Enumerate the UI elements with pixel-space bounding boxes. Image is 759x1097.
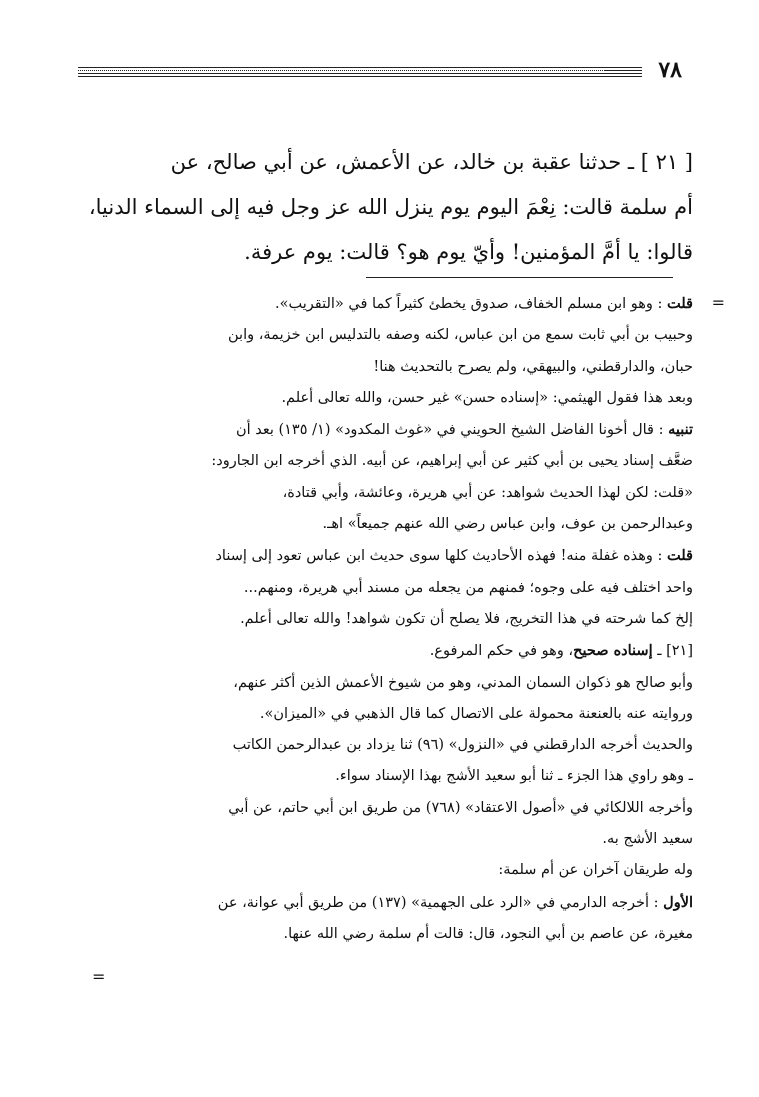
hadith-text [88, 140, 693, 275]
note-line: إلخ كما شرحته في هذا التخريج، فلا يصلح أن تكون شواهد! والله تعالى أعلم. [240, 610, 693, 627]
header-rule [78, 70, 623, 71]
note-line: ضعَّف إسناد يحيى بن أبي كثير عن أبي إبراهيم، عن أبيه. الذي أخرجه ابن الجارود: [211, 453, 693, 470]
note-line: وله طريقان آخران عن أم سلمة: [498, 862, 693, 879]
note-line: وبعد هذا فقول الهيثمي: «إسناده حسن» غير حسن، والله تعالى أعلم. [281, 389, 693, 406]
note-line: قلت : وهذه غفلة منه! فهذه الأحاديث كلها سوى حديث ابن عباس تعود إلى إسناد [215, 547, 693, 565]
footnotes [88, 288, 693, 950]
note-line: والحديث أخرجه الدارقطني في «النزول» (٩٦) ثنا يزداد بن عبدالرحمن الكاتب [232, 737, 693, 754]
page-header [78, 58, 682, 88]
note-line: ـ وهو راوي هذا الجزء ـ ثنا أبو سعيد الأشج بهذا الإسناد سواء. [335, 768, 693, 785]
note-line: «قلت: لكن لهذا الحديث شواهد: عن أبي هريرة، وعائشة، وأبي قتادة، [282, 484, 693, 501]
note-line: حبان، والدارقطني، والبيهقي، ولم يصرح بالتحديث هنا! [373, 358, 693, 375]
note-line: وأخرجه اللالكائي في «أصول الاعتقاد» (٧٦٨) من طريق ابن أبي حاتم، عن أبي [228, 799, 693, 816]
hadith-line: قالوا: يا أمَّ المؤمنين! وأيّ يوم هو؟ قالت: يوم عرفة. [244, 240, 693, 264]
note-line: وعبدالرحمن بن عوف، وابن عباس رضي الله عنهم جميعاً» اهـ. [322, 516, 693, 533]
note-line: وروايته عنه بالعنعنة محمولة على الاتصال كما قال الذهبي في «الميزان». [259, 705, 693, 722]
hadith-line: [ ٢١ ] ـ حدثنا عقبة بن خالد، عن الأعمش، عن أبي صالح، عن [170, 150, 693, 174]
note-label: إسناده صحيح [573, 642, 653, 660]
note-line: وأبو صالح هو ذكوان السمان المدني، وهو من شيوخ الأعمش الذين أكثر عنهم، [233, 674, 693, 691]
note-line: وحبيب بن أبي ثابت سمع من ابن عباس، لكنه وصفه بالتدليس ابن خزيمة، وابن [228, 327, 693, 344]
header-rule [78, 76, 623, 77]
note-label: تنبيه [668, 421, 693, 439]
continuation-marker: = [711, 293, 725, 312]
header-rule [78, 67, 623, 68]
footnote-separator [366, 277, 673, 278]
note-line: [٢١] ـ إسناده صحيح، وهو في حكم المرفوع. [429, 642, 693, 660]
note-line: الأول : أخرجه الدارمي في «الرد على الجهمية» (١٣٧) من طريق أبي عوانة، عن [217, 893, 693, 911]
hadith-number: [٢١] [666, 643, 693, 660]
page-number: ٧٨ [658, 57, 682, 83]
note-label: قلت [667, 547, 693, 565]
note-line: مغيرة، عن عاصم بن أبي النجود، قال: قالت أم سلمة رضي الله عنها. [283, 925, 693, 942]
note-line: قلت : وهو ابن مسلم الخفاف، صدوق يخطئ كثيراً كما في «التقريب». [275, 295, 693, 312]
note-line: سعيد الأشج به. [602, 831, 693, 848]
header-rule [78, 73, 623, 74]
note-label: قلت [667, 295, 693, 312]
hadith-line: أم سلمة قالت: نِعْمَ اليوم يوم ينزل الله عز وجل فيه إلى السماء الدنيا، [88, 195, 693, 219]
note-label: الأول [663, 893, 693, 911]
continuation-marker: = [92, 967, 106, 986]
note-line: واحد اختلف فيه على وجوه؛ فمنهم من يجعله من مسند أبي هريرة، ومنهم... [243, 579, 693, 596]
note-line: تنبيه : قال أخونا الفاضل الشيخ الحويني في «غوث المكدود» (١/ ١٣٥) بعد أن [235, 421, 693, 439]
header-ornament-rules [604, 67, 642, 79]
